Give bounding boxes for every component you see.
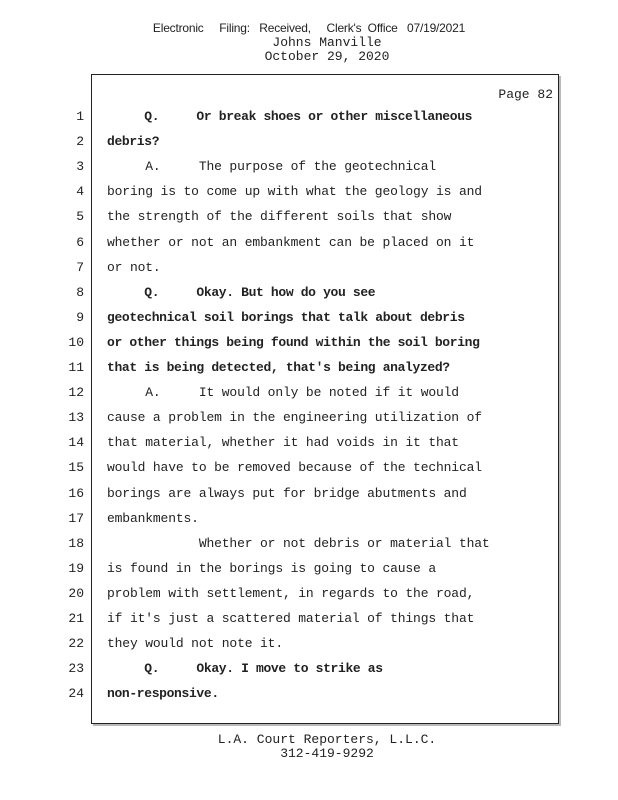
line-number: 16 (68, 486, 84, 501)
header-date: October 29, 2020 (264, 49, 390, 64)
transcript-line: or other things being found within the soil boring (107, 335, 480, 350)
transcript-line: if it's just a scattered material of things that (107, 611, 475, 626)
line-number: 3 (76, 159, 84, 174)
transcript-line: A. The purpose of the geotechnical (107, 159, 437, 174)
line-number: 7 (76, 260, 84, 275)
transcript-line: debris? (107, 134, 160, 149)
line-number: 24 (68, 686, 84, 701)
transcript-line: is found in the borings is going to cause a (107, 561, 437, 576)
line-number: 2 (76, 134, 84, 149)
footer-phone: 312-419-9292 (280, 746, 374, 761)
line-number: 5 (76, 209, 84, 224)
line-number: 22 (68, 636, 84, 651)
transcript-line: boring is to come up with what the geology is and (107, 184, 482, 199)
line-number: 11 (68, 360, 84, 375)
transcript-line: A. It would only be noted if it would (107, 385, 459, 400)
line-number: 17 (68, 511, 84, 526)
transcript-line: the strength of the different soils that show (107, 209, 452, 224)
line-number: 8 (76, 285, 84, 300)
transcript-line: Q. Okay. But how do you see (107, 285, 376, 300)
transcript-line: Q. Okay. I move to strike as (107, 661, 383, 676)
line-number: 23 (68, 661, 84, 676)
transcript-line: problem with settlement, in regards to the road, (107, 586, 475, 601)
footer-reporter: L.A. Court Reporters, L.L.C. (217, 732, 437, 747)
transcript-line: that material, whether it had voids in it that (107, 435, 459, 450)
line-number: 14 (68, 435, 84, 450)
transcript-line: that is being detected, that's being analyzed? (107, 360, 450, 375)
transcript-line: or not. (107, 260, 161, 275)
line-number: 21 (68, 611, 84, 626)
line-number: 13 (68, 410, 84, 425)
line-number: 4 (76, 184, 84, 199)
line-number: 12 (68, 385, 84, 400)
filing-stamp: Electronic Filing: Received, Clerk's Office 07/19/2021 (152, 21, 466, 35)
line-number: 1 (76, 109, 84, 124)
line-number: 15 (68, 460, 84, 475)
transcript-line: would have to be removed because of the technical (107, 460, 482, 475)
header-company: Johns Manville (272, 35, 382, 50)
page-number: Page 82 (498, 87, 553, 102)
line-number: 20 (68, 586, 84, 601)
transcript-line: cause a problem in the engineering utilization of (107, 410, 482, 425)
transcript-line: non-responsive. (107, 686, 219, 701)
transcript-line: Q. Or break shoes or other miscellaneous (107, 109, 473, 124)
transcript-line: they would not note it. (107, 636, 283, 651)
line-number: 18 (68, 536, 84, 551)
deposition-header (0, 36, 618, 64)
line-number: 19 (68, 561, 84, 576)
transcript-line: geotechnical soil borings that talk about debris (107, 310, 465, 325)
transcript-line: embankments. (107, 511, 199, 526)
line-number: 6 (76, 235, 84, 250)
line-number: 9 (76, 310, 84, 325)
reporter-footer (0, 733, 618, 761)
line-number: 10 (68, 335, 84, 350)
transcript-line: whether or not an embankment can be placed on it (107, 235, 475, 250)
transcript-line: Whether or not debris or material that (107, 536, 490, 551)
transcript-line: borings are always put for bridge abutments and (107, 486, 467, 501)
